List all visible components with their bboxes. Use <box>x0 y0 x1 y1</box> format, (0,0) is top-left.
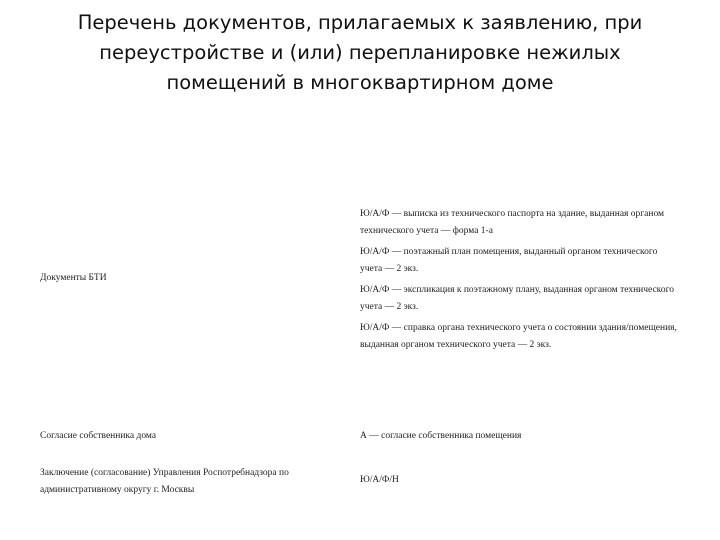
bti-item-4: Ю/А/Ф — справка органа технического учета о состоянии здания/помещения, выданная органом технического учета — 2 экз. <box>360 323 677 350</box>
owners-value: А — согласие собственника помещения <box>360 431 522 441</box>
bti-item-2: Ю/А/Ф — поэтажный план помещения, выданный органом технического учета — 2 экз. <box>360 247 658 274</box>
title-line-2: переустройстве и (или) перепланировке нежилых <box>99 41 621 64</box>
rospotreb-label: Заключение (согласование) Управления Роспотребнадзора по административному округу г. Москвы <box>40 468 289 495</box>
bti-item-1: Ю/А/Ф — выписка из технического паспорта на здание, выданная органом технического учета — форма 1-а <box>360 209 665 236</box>
bti-label: Документы БТИ <box>40 273 107 283</box>
page-title <box>40 8 680 98</box>
bti-item-3: Ю/А/Ф — экспликация к поэтажному плану, выданная органом технического учета — 2 экз. <box>360 285 674 312</box>
owners-label: Согласие собственника дома <box>40 431 157 441</box>
title-line-3: помещений в многоквартирном доме <box>166 71 554 94</box>
title-line-1: Перечень документов, прилагаемых к заявлению, при <box>77 11 643 34</box>
rospotreb-value: Ю/А/Ф/Н <box>360 475 399 485</box>
